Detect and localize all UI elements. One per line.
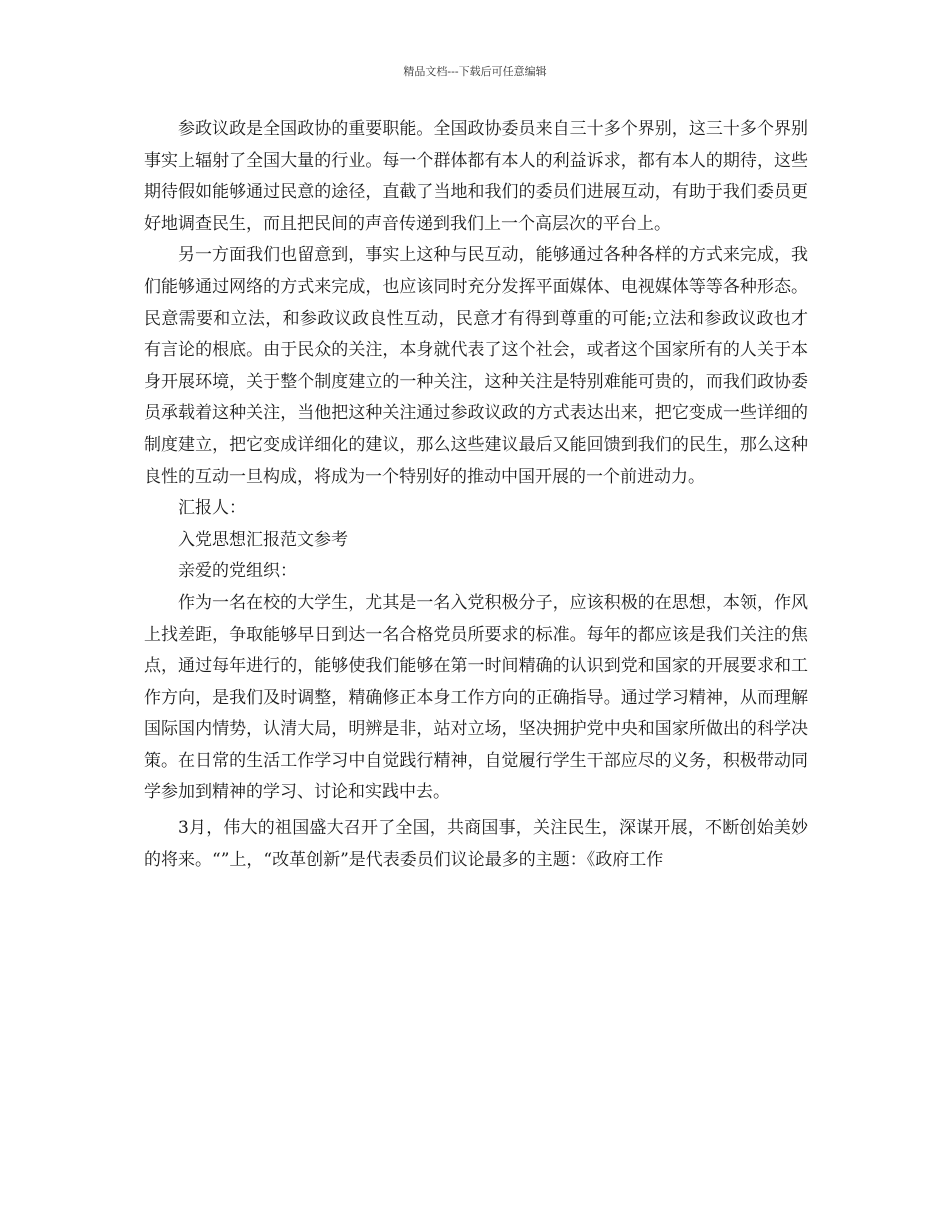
reporter-label: 汇报人： bbox=[178, 498, 246, 519]
paragraph-student-reflection: 作为一名在校的大学生，尤其是一名入党积极分子，应该积极的在思想，本领，作风上找差距，争取能够早日到达一名合格党员所要求的标准。每年的都应该是我们关注的焦点，通过每年进行的，能够使我们能够在第一时间精确的认识到党和国家的开展要求和工作方向，是我们及时调整，精确修正本身工作方向的正确指导。通过学习精神，从而理解国际国内情势，认清大局，明辨是非，站对立场，坚决拥护党中央和国家所做出的科学决策。在日常的生活工作学习中自觉践行精神，自觉履行学生干部应尽的义务，积极带动同学参加到精神的学习、讨论和实践中去。 bbox=[144, 592, 808, 803]
salutation: 亲爱的党组织： bbox=[178, 561, 297, 582]
paragraph-political-participation: 参政议政是全国政协的重要职能。全国政协委员来自三十多个界别，这三十多个界别事实上辐射了全国大量的行业。每一个群体都有本人的利益诉求，都有本人的期待，这些期待假如能够通过民意的途径，直截了当地和我们的委员们进展互动，有助于我们委员更好地调查民生，而且把民间的声音传递到我们上一个高层次的平台上。 bbox=[144, 119, 808, 234]
paragraph-public-interaction: 另一方面我们也留意到，事实上这种与民互动，能够通过各种各样的方式来完成，我们能够通过网络的方式来完成，也应该同时充分发挥平面媒体、电视媒体等等各种形态。民意需要和立法，和参政议政良性互动，民意才有得到尊重的可能;立法和参政议政也才有言论的根底。由于民众的关注，本身就代表了这个社会，或者这个国家所有的人关于本身开展环境，关于整个制度建立的一种关注，这种关注是特别难能可贵的，而我们政协委员承载着这种关注，当他把这种关注通过参政议政的方式表达出来，把它变成一些详细的制度建立，把它变成详细化的建议，那么这些建议最后又能回馈到我们的民生，那么这种良性的互动一旦构成，将成为一个特别好的推动中国开展的一个前进动力。 bbox=[144, 245, 808, 487]
paragraph-march-meeting: 3月，伟大的祖国盛大召开了全国，共商国事，关注民生，深谋开展，不断创始美妙的将来。“”上，“改革创新”是代表委员们议论最多的主题：《政府工作 bbox=[144, 818, 808, 870]
page-header: 精品文档---下载后可任意编辑 bbox=[403, 65, 547, 78]
document-body bbox=[144, 114, 808, 876]
section-title: 入党思想汇报范文参考 bbox=[178, 529, 348, 550]
